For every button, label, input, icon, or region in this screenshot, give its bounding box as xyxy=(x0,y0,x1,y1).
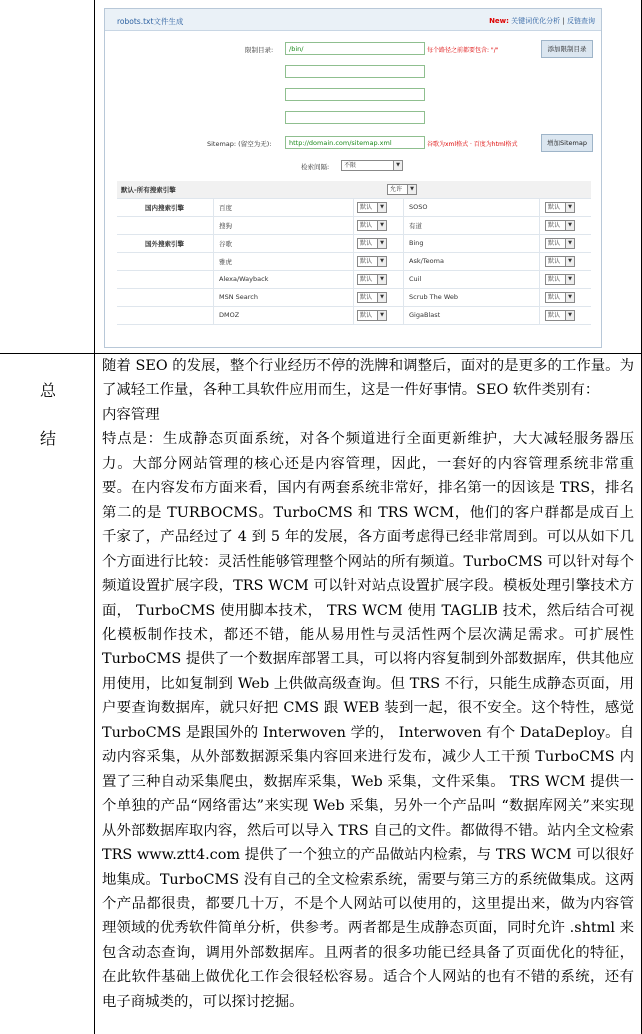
chevron-down-icon: ▼ xyxy=(377,239,386,248)
default-engine-label: 默认-所有搜索引擎 xyxy=(121,186,176,194)
engine-name-right: Ask/Teoma xyxy=(409,257,444,265)
chevron-down-icon: ▼ xyxy=(565,257,574,266)
engine-row xyxy=(117,235,591,253)
chevron-down-icon: ▼ xyxy=(407,185,416,194)
engine-name-left: MSN Search xyxy=(219,293,258,301)
crawl-delay-label: 检索间隔: xyxy=(301,163,330,171)
chevron-down-icon: ▼ xyxy=(565,239,574,248)
engine-rows xyxy=(117,199,591,325)
engine-select-right[interactable]: 默认 ▼ xyxy=(545,202,575,213)
default-engine-select[interactable]: 允许 ▼ xyxy=(387,184,417,195)
restrict-dir-hint: 每个路径之前都要包含: "/" xyxy=(427,47,499,54)
engine-select-right[interactable]: 默认 ▼ xyxy=(545,220,575,231)
engine-group-label: 国外搜索引擎 xyxy=(145,240,184,248)
column-divider xyxy=(94,0,95,1034)
chevron-down-icon: ▼ xyxy=(565,293,574,302)
tool-links xyxy=(489,16,595,26)
chevron-down-icon: ▼ xyxy=(565,203,574,212)
summary-label-2: 结 xyxy=(39,429,56,448)
chevron-down-icon: ▼ xyxy=(377,275,386,284)
add-sitemap-button[interactable]: 增加Sitemap xyxy=(541,134,593,152)
engine-row xyxy=(117,307,591,325)
sitemap-label: Sitemap: (留空为无): xyxy=(207,140,272,148)
chevron-down-icon: ▼ xyxy=(565,311,574,320)
crawl-delay-select[interactable] xyxy=(341,160,403,171)
engine-name-left: DMOZ xyxy=(219,311,240,319)
chevron-down-icon: ▼ xyxy=(377,221,386,230)
chevron-down-icon: ▼ xyxy=(565,221,574,230)
engine-name-left: 雅虎 xyxy=(219,258,232,266)
new-badge: New: xyxy=(489,17,509,25)
chevron-down-icon: ▼ xyxy=(565,275,574,284)
chevron-down-icon: ▼ xyxy=(377,311,386,320)
engine-name-right: SOSO xyxy=(409,203,428,211)
engine-name-right: Cuil xyxy=(409,275,422,283)
robots-generator-screenshot xyxy=(104,8,602,348)
restrict-dir-input-2[interactable] xyxy=(285,65,425,78)
engine-select-left[interactable]: 默认 ▼ xyxy=(357,256,387,267)
engine-group-label: 国内搜索引擎 xyxy=(145,204,184,212)
engine-row xyxy=(117,253,591,271)
engine-name-right: 有道 xyxy=(409,222,422,230)
keyword-analysis-link[interactable]: 关键词优化分析 xyxy=(511,17,561,25)
tool-header xyxy=(105,9,601,31)
default-engine-row xyxy=(117,181,591,199)
chevron-down-icon: ▼ xyxy=(377,293,386,302)
summary-label-1: 总 xyxy=(39,381,56,400)
engine-select-right[interactable]: 默认 ▼ xyxy=(545,274,575,285)
engine-row xyxy=(117,199,591,217)
engine-select-left[interactable]: 默认 ▼ xyxy=(357,238,387,249)
summary-paragraph: 特点是：生成静态页面系统，对各个频道进行全面更新维护，大大减轻服务器压力。大部分网站管理的核心还是内容管理，因此，一套好的内容管理系统非常重要。在内容发布方面来看，国内有两套系统非常好，排名第一的因该是 TRS，排名第二的是 TURBOCMS。TurboCMS 和 TRS WCM，他们的客户群都是成百上千家了，产品经过了 4 到 5 年的发展，各方面考虑得已经非常周到。可以从如下几个方面进行比较：灵活性能够管理整个网站的所有频道。TurboCMS 可以针对每个频道设置扩展字段，TRS WCM 可以针对站点设置扩展字段。模板处理引擎技术方面， TurboCMS 使用脚本技术， TRS WCM 使用 TAGLIB 技术，然后结合可视化模板制作技术，都还不错，能从易用性与灵活性两个层次满足需求。可扩展性 TurboCMS 提供了一个数据库部署工具，可以将内容复制到外部数据库，供其他应用使用，比如复制到 Web 上供做高级查询。但 TRS 不行，只能生成静态页面，用户要查询数据库，就只好把 CMS 跟 WEB 装到一起，很不安全。这个特性，感觉 TurboCMS 是跟国外的 Interwoven 学的， Interwoven 有个 DataDeploy。自动内容采集，从外部数据源采集内容回来进行发布，减少人工干预 TurboCMS 内置了三种自动采集爬虫，数据库采集，Web 采集，文件采集。 TRS WCM 提供一个单独的产品“网络雷达”来实现 Web 采集，另外一个产品叫 “数据库网关”来实现从外部数据库取内容，然后可以导入 TRS 自己的文件。都做得不错。站内全文检索 TRS www.ztt4.com 提供了一个独立的产品做站内检索，与 TRS WCM 可以很好地集成。TurboCMS 没有自己的全文检索系统，需要与第三方的系统做集成。这两个产品都很贵，都要几十万，不是个人网站可以使用的，这里提出来，做为内容管理领域的优秀软件简单分析，供参考。两者都是生成静态页面，同时允许 .shtml 来包含动态查询，调用外部数据库。且两者的很多功能已经具备了页面优化的特征，在此软件基础上做优化工作会很轻松容易。适合个人网站的也有不错的系统，还有电子商城类的，可以探讨挖掘。 xyxy=(102,431,634,1010)
restrict-dir-input-3[interactable] xyxy=(285,88,425,101)
tool-title: robots.txt文件生成 xyxy=(117,17,184,26)
chevron-down-icon: ▼ xyxy=(393,161,402,170)
engine-name-right: Scrub The Web xyxy=(409,293,459,301)
chevron-down-icon: ▼ xyxy=(377,257,386,266)
engine-name-left: Alexa/Wayback xyxy=(219,275,269,283)
engine-select-right[interactable]: 默认 ▼ xyxy=(545,256,575,267)
restrict-dir-input[interactable]: /bin/ xyxy=(285,42,425,55)
engine-select-right[interactable]: 默认 ▼ xyxy=(545,238,575,249)
search-engine-table xyxy=(117,181,591,325)
summary-text xyxy=(102,354,634,1014)
engine-name-right: GigaBlast xyxy=(409,311,441,319)
engine-select-left[interactable]: 默认 ▼ xyxy=(357,220,387,231)
backlink-query-link[interactable]: 反链查询 xyxy=(567,17,595,25)
engine-name-right: Bing xyxy=(409,239,424,247)
engine-select-left[interactable]: 默认 ▼ xyxy=(357,292,387,303)
engine-name-left: 百度 xyxy=(219,204,232,212)
engine-name-left: 谷歌 xyxy=(219,240,232,248)
engine-select-right[interactable]: 默认 ▼ xyxy=(545,310,575,321)
engine-row xyxy=(117,271,591,289)
sitemap-hint: 谷歌为xml格式 · 百度为html格式 xyxy=(427,141,518,148)
engine-row xyxy=(117,217,591,235)
engine-name-left: 搜狗 xyxy=(219,222,232,230)
crawl-delay-value: 不限 xyxy=(344,162,357,169)
summary-subheading: 内容管理 xyxy=(102,406,160,423)
engine-row xyxy=(117,289,591,307)
restrict-dir-input-4[interactable] xyxy=(285,111,425,124)
chevron-down-icon: ▼ xyxy=(377,203,386,212)
add-restrict-dir-button[interactable]: 添加限制目录 xyxy=(541,40,593,58)
link-separator: | xyxy=(562,17,565,25)
engine-select-right[interactable]: 默认 ▼ xyxy=(545,292,575,303)
engine-select-left[interactable]: 默认 ▼ xyxy=(357,274,387,285)
restrict-dir-label: 限制目录: xyxy=(245,46,274,54)
summary-paragraph: 随着 SEO 的发展，整个行业经历不停的洗牌和调整后，面对的是更多的工作量。为了减轻工作量，各种工具软件应用而生，这是一件好事情。SEO 软件类别有： xyxy=(102,358,634,399)
engine-select-left[interactable]: 默认 ▼ xyxy=(357,202,387,213)
sitemap-input[interactable]: http://domain.com/sitemap.xml xyxy=(285,136,425,149)
engine-select-left[interactable]: 默认 ▼ xyxy=(357,310,387,321)
